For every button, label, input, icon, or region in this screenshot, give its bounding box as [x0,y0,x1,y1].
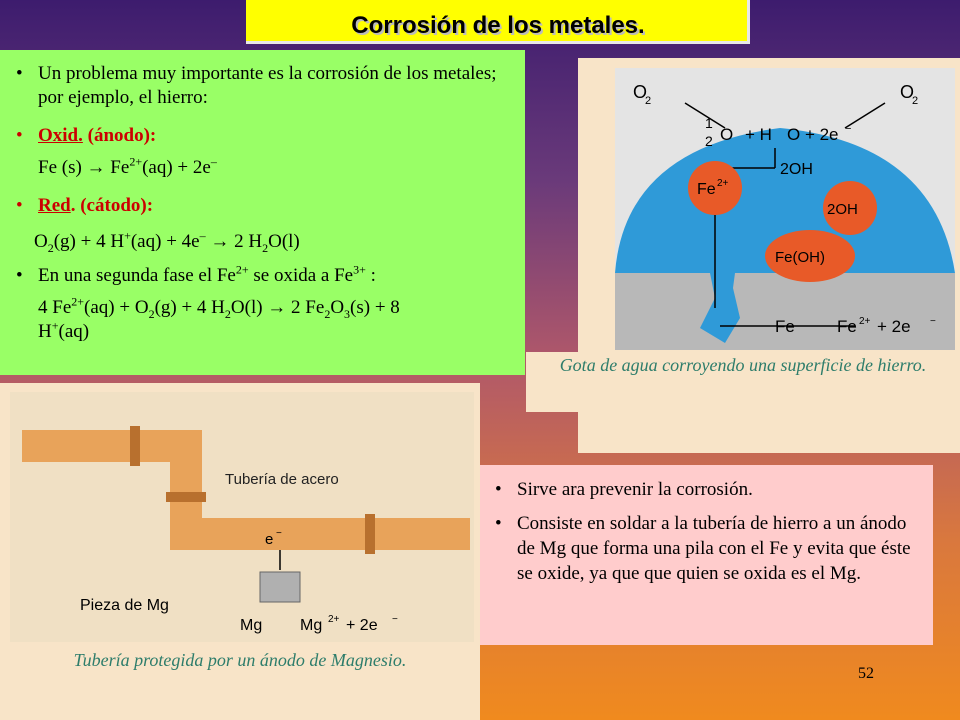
bullet: • [16,125,23,146]
o2-sub-left: 2 [645,95,652,107]
svg-text:2+: 2+ [717,178,729,189]
svg-text:2OH: 2OH [780,161,813,178]
o2-sub-right: 2 [912,95,919,107]
slide-number: 52 [858,665,874,682]
svg-text:−: − [930,316,936,327]
svg-text:O: O [720,125,734,144]
electron-label: e [265,531,274,548]
svg-text:−: − [276,528,282,539]
svg-text:O + 2e: O + 2e [787,125,839,144]
protection-text-panel [480,465,933,645]
pipe-label: Tubería de acero [225,471,339,488]
svg-text:1: 1 [705,115,713,131]
list-item [16,194,513,218]
svg-text:−: − [845,123,852,135]
red-label: Red [38,195,71,216]
list-item: • Consiste en soldar a la tubería de hierro a un ánodo de Mg que forma una pila con el Fe y evita que éste se oxide, ya que que quien se oxida es el Mg. [495,513,911,584]
svg-text:2+: 2+ [859,316,871,327]
svg-text:2+: 2+ [328,614,340,625]
svg-text:Fe: Fe [775,317,795,336]
oxid-label: Oxid. [38,125,83,146]
svg-text:+ 2e: + 2e [877,317,911,336]
svg-text:Fe: Fe [697,181,716,198]
svg-text:+ H: + H [745,125,772,144]
o2-label-right: O [900,82,915,102]
chemistry-text-panel [0,50,525,375]
mg-piece-label: Pieza de Mg [80,597,169,614]
pipe-caption: Tubería protegida por un ánodo de Magnesio. [73,650,407,670]
water-drop-diagram [615,68,955,350]
svg-text:Mg: Mg [240,617,263,634]
bullet: • [16,265,23,286]
red-rest: . (cátodo): [70,195,154,216]
svg-text:+ 2e: + 2e [346,617,378,634]
bullet: • [16,63,23,84]
oxid-equation: Fe $(s) \to Fe^{2+}(aq) + 2e^-$ [38,154,217,178]
list-item [16,124,513,148]
list-item: • En una segunda fase el $Fe^{2+}$ se oxida a $Fe^{3+}$ : [16,262,376,286]
slide-title: Corrosión de los metales. [351,12,645,39]
svg-text:2OH: 2OH [827,201,858,218]
svg-text:Fe: Fe [837,317,857,336]
red-equation: $O_2(g) + 4$ H+(aq) + 4e– → 2 $H_2O(l)$ [34,228,300,255]
intro-text: Un problema muy importante es la corrosión de los metales; por ejemplo, el hierro: [38,63,497,108]
svg-text:Fe(OH): Fe(OH) [775,249,825,266]
o2-label-left: O [633,82,648,102]
pipe-diagram [10,392,474,642]
oxid-rest: (ánodo): [82,125,157,146]
list-item: • Sirve ara prevenir la corrosión. [495,479,753,500]
list-item [16,62,513,110]
second-equation: 4 $Fe^{2+}(aq) + O_2(g) + 4$ $H_2O(l) \to 2$ $Fe_2O_3(s) + 8$ H+(aq) [38,294,400,342]
drop-caption: Gota de agua corroyendo una superficie de hierro. [526,352,960,412]
bullet: • [16,195,23,216]
svg-text:−: − [392,614,398,625]
svg-text:Mg: Mg [300,617,323,634]
svg-text:2: 2 [705,133,713,149]
